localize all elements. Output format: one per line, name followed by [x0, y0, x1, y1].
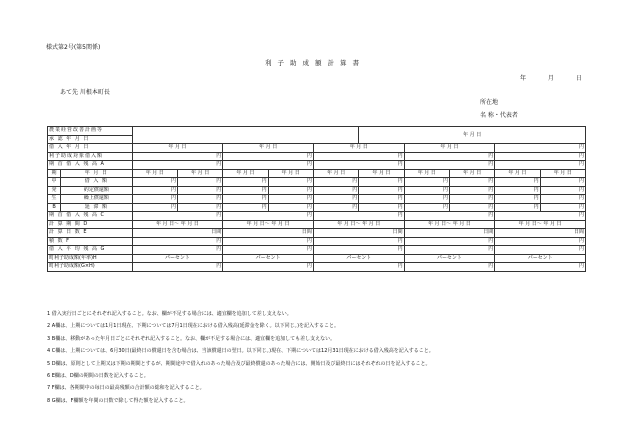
cell-yen: 円	[132, 152, 223, 161]
table-row	[48, 195, 586, 204]
address-label: 所在地	[480, 99, 499, 106]
notes	[47, 308, 607, 407]
cell-yen: 円	[132, 195, 177, 204]
cell-yen: 円	[313, 203, 358, 212]
cell-period: 年 月 日〜 年 月 日	[313, 220, 404, 229]
cell-yen: 円	[495, 186, 540, 195]
note-8: 8 G欄は、F欄額を年間の日数で除して得た額を記入すること。	[47, 397, 189, 404]
cell-yen: 円	[404, 263, 495, 272]
cell-yen: 円	[404, 152, 495, 161]
cell-yen: 円	[495, 144, 586, 153]
cell-yen: 円	[132, 246, 223, 255]
addressee: あて先 川根本町長	[60, 89, 110, 96]
row-label: 農業経営改善計画等	[48, 127, 133, 136]
table-row	[48, 212, 586, 221]
cell-date: 年 月 日	[177, 169, 222, 178]
cell-yen: 円	[540, 186, 585, 195]
table-row	[48, 144, 586, 153]
cell-yen: 円	[540, 195, 585, 204]
cell-yen: 円	[540, 178, 585, 187]
cell-yen: 円	[359, 186, 404, 195]
cell-period: 年 月 日〜 年 月 日	[495, 220, 586, 229]
cell-days: 日間	[132, 229, 223, 238]
cell-yen: 円	[313, 212, 404, 221]
cell-yen: 円	[223, 237, 314, 246]
cell-period: 年 月 日〜 年 月 日	[223, 220, 314, 229]
cell-days: 日間	[313, 229, 404, 238]
cell-yen: 円	[449, 203, 494, 212]
cell-yen: 円	[132, 263, 223, 272]
side-label: 発	[48, 186, 61, 195]
cell-yen: 円	[359, 195, 404, 204]
cell-yen: 円	[268, 195, 313, 204]
cell-yen: 円	[404, 195, 449, 204]
cell-days: 日間	[404, 229, 495, 238]
row-label: 借 入 額	[61, 178, 133, 187]
cell-date: 年 月 日	[223, 144, 314, 153]
side-label: 中	[48, 178, 61, 187]
cell-date: 年 月 日	[313, 144, 404, 153]
name-label: 名 称・代表者	[480, 112, 518, 119]
cell-date: 年 月 日	[359, 169, 404, 178]
row-label: 期 首 借 入 残 高 C	[48, 212, 133, 221]
cell-yen: 円	[495, 212, 586, 221]
table-row	[48, 127, 586, 136]
submission-date: 年 月 日	[520, 75, 592, 82]
cell-yen: 円	[223, 161, 314, 170]
table-row	[48, 220, 586, 229]
cell-yen: 円	[404, 161, 495, 170]
cell-date: 年 月 日	[404, 144, 495, 153]
table-row	[48, 178, 586, 187]
cell-yen: 円	[132, 178, 177, 187]
row-label: 利子助成対象借入額	[48, 152, 133, 161]
cell-percent: パーセント	[223, 254, 314, 263]
table-row	[48, 203, 586, 212]
cell-yen: 円	[223, 152, 314, 161]
cell-yen: 円	[132, 203, 177, 212]
cell-yen: 円	[313, 263, 404, 272]
cell-date: 年 月 日	[404, 169, 449, 178]
row-label: 借 入 年 月 日	[48, 144, 133, 153]
cell-date: 年 月 日	[132, 144, 223, 153]
side-label: 生	[48, 195, 61, 204]
cell-date: 年 月 日	[268, 169, 313, 178]
cell-date: 年 月 日	[313, 169, 358, 178]
cell-yen: 円	[404, 178, 449, 187]
cell-yen: 円	[495, 152, 586, 161]
cell-yen: 円	[223, 212, 314, 221]
cell-yen: 円	[359, 203, 404, 212]
cell-yen: 円	[495, 195, 540, 204]
cell-yen: 円	[177, 203, 222, 212]
cell-yen: 円	[313, 246, 404, 255]
cell-yen: 円	[313, 186, 358, 195]
cell-yen: 円	[223, 186, 268, 195]
cell-yen: 円	[495, 161, 586, 170]
table-row	[48, 169, 586, 178]
form-number: 様式第2号(第5関係)	[46, 44, 101, 51]
note-1: 1 借入実行日ごとにそれぞれ記入すること。なお、欄が不足する場合には、適宜欄を追加して差し支えない。	[47, 311, 292, 317]
row-label: 借 入 平 均 残 高 G	[48, 246, 133, 255]
cell-yen: 円	[177, 195, 222, 204]
note-6: 6 E欄は、D欄の期間の日数を記入すること。	[47, 373, 149, 380]
cell-yen: 円	[268, 186, 313, 195]
cell-date: 年 月 日	[449, 169, 494, 178]
table-row	[48, 186, 586, 195]
note-4: 4 C欄は、上期については、6月30日(最終日の償還日を含む場合は、当該償還日の翌日。以下同じ。)現在、下期については12月31日現在における借入残高を記入すること。	[47, 348, 434, 355]
row-label: 積 数 F	[48, 237, 133, 246]
cell-percent: パーセント	[313, 254, 404, 263]
note-3: 3 B欄は、移動があった年月日ごとにそれぞれ記入すること。なお、欄が不足する場合には、適宜欄を追加しても差し支えない。	[47, 335, 336, 342]
cell-yen: 円	[404, 246, 495, 255]
table-row	[48, 161, 586, 170]
cell-yen: 円	[404, 212, 495, 221]
cell-yen: 円	[404, 186, 449, 195]
table-row	[48, 254, 586, 263]
cell-date: 年 月 日	[223, 169, 268, 178]
row-label: 町利子助成額(G×H)	[48, 263, 133, 272]
page-title: 利子助成額計算書	[265, 59, 365, 67]
side-label: 期	[48, 169, 61, 178]
cell-yen: 円	[359, 178, 404, 187]
cell-date: 年 月 日	[132, 169, 177, 178]
cell-yen: 円	[495, 203, 540, 212]
table-row	[48, 246, 586, 255]
cell-yen: 円	[495, 237, 586, 246]
side-label: B	[48, 203, 61, 212]
cell-yen: 円	[223, 203, 268, 212]
cell-yen: 円	[495, 178, 540, 187]
cell-yen: 円	[223, 178, 268, 187]
row-label: 期 首 借 入 残 高 A	[48, 161, 133, 170]
row-label: 町利子助成額(年率)H	[48, 254, 133, 263]
cell-yen: 円	[313, 178, 358, 187]
cell-yen: 円	[132, 212, 223, 221]
cell-period: 年 月 日〜 年 月 日	[132, 220, 223, 229]
cell-yen: 円	[223, 263, 314, 272]
cell-yen: 円	[449, 186, 494, 195]
table-row	[48, 152, 586, 161]
table-row	[48, 229, 586, 238]
cell-yen: 円	[449, 178, 494, 187]
cell-yen: 円	[404, 203, 449, 212]
cell-yen: 円	[177, 186, 222, 195]
cell-date: 年 月 日	[495, 169, 540, 178]
cell-percent: パーセント	[404, 254, 495, 263]
cell-yen: 円	[540, 203, 585, 212]
cell-yen: 円	[268, 203, 313, 212]
row-label: 年 月 日	[61, 169, 133, 178]
row-label: 約定償還額	[61, 186, 133, 195]
cell-yen: 円	[223, 246, 314, 255]
cell-yen: 円	[132, 237, 223, 246]
cell-yen: 円	[132, 161, 223, 170]
table-row	[48, 263, 586, 272]
cell-yen: 円	[313, 152, 404, 161]
cell-yen: 円	[449, 195, 494, 204]
cell-yen: 円	[177, 178, 222, 187]
cell-period: 年 月 日〜 年 月 日	[404, 220, 495, 229]
cell-yen: 円	[404, 237, 495, 246]
cell-yen: 円	[313, 237, 404, 246]
row-label: 計 算 日 数 E	[48, 229, 133, 238]
cell-yen: 円	[313, 195, 358, 204]
cell-date: 年 月 日	[540, 169, 585, 178]
cell-yen: 円	[495, 246, 586, 255]
row-label: 承 認 年 月 日	[48, 135, 133, 144]
cell-yen: 円	[313, 161, 404, 170]
note-2: 2 A欄は、上期については1月1日現在、下期については7月1日現在における借入残高(延滞金を除く。以下同じ。)を記入すること。	[47, 323, 340, 330]
row-label: 繰上償還額	[61, 195, 133, 204]
row-label: 延 滞 額	[61, 203, 133, 212]
calculation-table	[47, 126, 586, 272]
cell-days: 日間	[223, 229, 314, 238]
cell-yen: 円	[268, 178, 313, 187]
cell-yen: 円	[223, 195, 268, 204]
cell-date: 年 月 日	[359, 127, 586, 144]
cell-days: 日間	[495, 229, 586, 238]
cell-percent: パーセント	[132, 254, 223, 263]
row-label: 計 算 期 間 D	[48, 220, 133, 229]
cell-yen: 円	[132, 186, 177, 195]
cell-percent: パーセント	[495, 254, 586, 263]
note-5: 5 D欄は、原則として上期又は下期の期間とするが、期間途中で借入れのあった場合及び最終償還のあった場合には、開始日及び最終日にはそれぞれの日を記入すること。	[47, 360, 431, 367]
note-7: 7 F欄は、各期間中の毎日の最高残額の合計額の総和を記入すること。	[47, 385, 205, 392]
cell-yen: 円	[495, 263, 586, 272]
table-row	[48, 237, 586, 246]
